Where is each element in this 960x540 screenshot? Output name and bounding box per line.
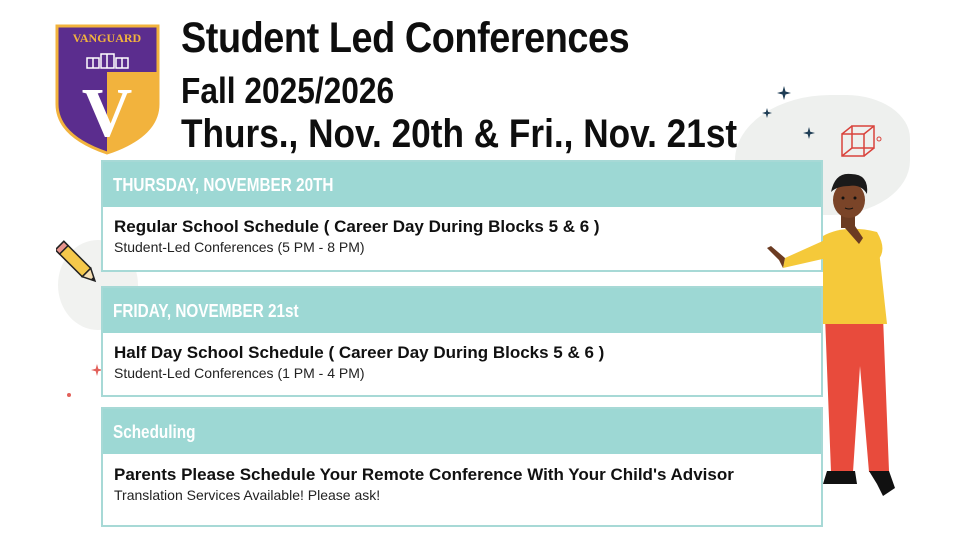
schedule-main: Regular School Schedule ( Career Day During Blocks 5 & 6 ) xyxy=(114,217,600,236)
logo-letter: V xyxy=(81,75,133,152)
section-heading: Scheduling xyxy=(113,422,196,442)
sparkle-icon xyxy=(777,86,791,100)
schedule-main: Half Day School Schedule ( Career Day During Blocks 5 & 6 ) xyxy=(114,343,605,362)
section-heading: FRIDAY, NOVEMBER 21st xyxy=(113,301,299,321)
schedule-sub: Student-Led Conferences (5 PM - 8 PM) xyxy=(114,239,365,255)
presenter-illustration xyxy=(765,166,905,502)
dates-label: Thurs., Nov. 20th & Fri., Nov. 21st xyxy=(181,112,738,156)
scheduling-section xyxy=(101,407,823,527)
sparkle-icon xyxy=(803,127,815,139)
thursday-section xyxy=(101,160,823,272)
friday-section xyxy=(101,286,823,397)
schedule-sub: Translation Services Available! Please ask! xyxy=(114,487,381,503)
page-title: Student Led Conferences xyxy=(181,14,630,62)
sparkle-icon xyxy=(66,392,72,398)
cube-icon xyxy=(838,122,884,162)
vanguard-logo xyxy=(55,24,160,155)
logo-text: VANGUARD xyxy=(72,31,142,45)
section-heading: THURSDAY, NOVEMBER 20TH xyxy=(113,175,334,195)
section-header xyxy=(103,288,821,333)
term-label: Fall 2025/2026 xyxy=(181,70,395,111)
section-header xyxy=(103,409,821,454)
pencil-icon xyxy=(56,240,100,288)
schedule-sub: Student-Led Conferences (1 PM - 4 PM) xyxy=(114,365,365,381)
section-header xyxy=(103,162,821,207)
sparkle-icon xyxy=(762,108,772,118)
schedule-main: Parents Please Schedule Your Remote Conference With Your Child's Advisor xyxy=(114,465,734,484)
